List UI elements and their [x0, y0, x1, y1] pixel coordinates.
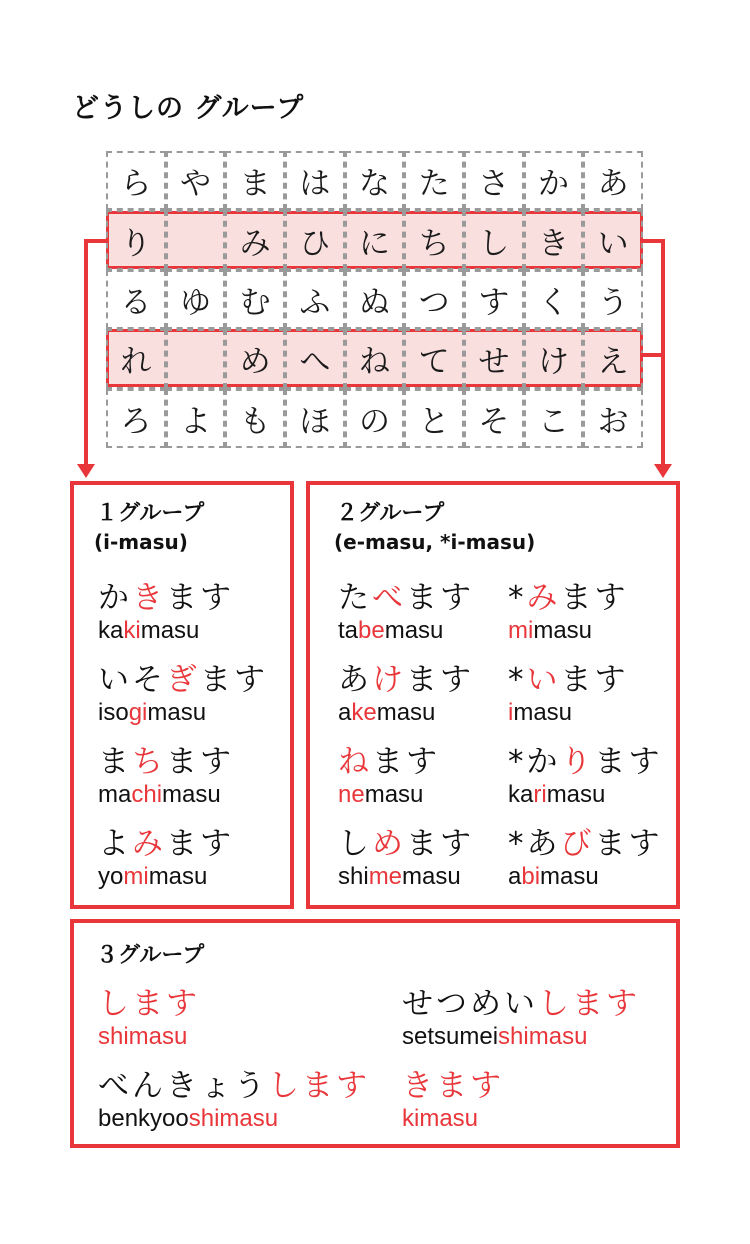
verb-kana — [98, 580, 234, 616]
verb-romaji-part: me — [368, 863, 403, 890]
kana-cell: ひ — [285, 210, 345, 269]
verb-kana — [402, 986, 640, 1022]
kana-cell: す — [464, 270, 524, 329]
kana-grid — [106, 151, 643, 448]
verb-kana-part: ます — [406, 826, 474, 862]
verb-romaji-part: benkyoo — [98, 1105, 189, 1132]
verb-kana-part: よ — [98, 826, 132, 862]
verb-romaji — [338, 616, 474, 646]
verb-entry — [338, 662, 474, 728]
verb-entry — [402, 986, 640, 1052]
verb-romaji — [338, 780, 440, 810]
verb-kana-part: き — [132, 580, 166, 616]
verb-romaji-part: mi — [508, 617, 534, 644]
verb-romaji-part: chi — [131, 781, 163, 808]
verb-kana-part: ます — [166, 826, 234, 862]
verb-kana-part: ます — [406, 580, 474, 616]
verb-entry — [338, 744, 440, 810]
verb-kana-part: します — [98, 986, 200, 1022]
verb-kana-part: た — [338, 580, 372, 616]
verb-kana-part: ます — [560, 580, 629, 616]
verb-romaji-part: masu — [364, 781, 424, 808]
verb-romaji-part: masu — [402, 863, 461, 890]
verb-kana-part: あ — [338, 662, 372, 698]
kana-cell: さ — [464, 151, 524, 210]
kana-cell: か — [524, 151, 584, 210]
kana-cell: て — [404, 329, 464, 388]
page-title: どうしの グループ — [72, 93, 305, 124]
kana-cell: み — [225, 210, 285, 269]
kana-cell — [166, 210, 226, 269]
group2-title: ２グループ — [336, 501, 445, 526]
verb-romaji — [402, 1104, 504, 1134]
verb-romaji-part: ma — [98, 781, 132, 808]
verb-romaji-part: yo — [98, 863, 124, 890]
verb-romaji — [98, 698, 268, 728]
verb-kana-part: り — [560, 744, 595, 780]
kana-cell: ら — [106, 151, 166, 210]
verb-romaji-part: i — [508, 699, 514, 726]
kana-cell: う — [583, 270, 643, 329]
verb-kana-part: *か — [508, 744, 561, 780]
kana-cell: あ — [583, 151, 643, 210]
verb-romaji-part: a — [508, 863, 522, 890]
verb-kana-part: します — [538, 986, 640, 1022]
verb-entry — [98, 662, 268, 728]
verb-kana-part: きます — [402, 1068, 504, 1104]
verb-kana-part: し — [338, 826, 372, 862]
group3-title: ３グループ — [96, 943, 205, 968]
verb-kana — [338, 662, 474, 698]
verb-romaji-part: masu — [147, 699, 207, 726]
kana-cell: ね — [345, 329, 405, 388]
kana-cell: る — [106, 270, 166, 329]
kana-cell: め — [225, 329, 285, 388]
kana-cell — [166, 329, 226, 388]
verb-romaji-part: kimasu — [402, 1105, 479, 1132]
verb-romaji-part: masu — [162, 781, 221, 808]
kana-cell: し — [464, 210, 524, 269]
verb-kana — [98, 986, 200, 1022]
kana-cell: せ — [464, 329, 524, 388]
verb-romaji-part: masu — [513, 699, 573, 726]
verb-entry — [402, 1068, 504, 1134]
verb-kana-part: ます — [166, 580, 234, 616]
verb-kana-part: * — [508, 580, 527, 616]
verb-romaji-part: gi — [128, 699, 148, 726]
verb-romaji-part: masu — [540, 863, 599, 890]
verb-romaji — [508, 862, 663, 892]
verb-romaji-part: bi — [521, 863, 541, 890]
verb-kana — [98, 826, 234, 862]
verb-entry — [98, 744, 234, 810]
group1-title: １グループ — [96, 501, 205, 526]
verb-romaji-part: masu — [148, 863, 208, 890]
verb-romaji-part: masu — [533, 617, 593, 644]
kana-cell: も — [225, 389, 285, 448]
verb-kana-part: ます — [594, 744, 663, 780]
verb-romaji — [508, 616, 629, 646]
arrow-to-group2-icon — [654, 464, 672, 478]
verb-entry — [338, 826, 474, 892]
kana-cell: り — [106, 210, 166, 269]
group1-subtitle: (i-masu) — [94, 530, 188, 554]
kana-cell: れ — [106, 329, 166, 388]
verb-romaji-part: mi — [123, 863, 149, 890]
verb-kana-part: び — [560, 826, 595, 862]
kana-cell: そ — [464, 389, 524, 448]
verb-entry — [508, 662, 629, 728]
verb-kana-part: み — [526, 580, 561, 616]
verb-romaji — [98, 780, 234, 810]
kana-cell: ふ — [285, 270, 345, 329]
kana-cell: く — [524, 270, 584, 329]
verb-entry — [508, 580, 629, 646]
kana-cell: の — [345, 389, 405, 448]
verb-kana-part: ち — [132, 744, 166, 780]
verb-kana-part: み — [132, 826, 166, 862]
verb-entry — [98, 986, 200, 1052]
verb-romaji-part: masu — [546, 781, 606, 808]
verb-romaji — [508, 780, 663, 810]
verb-kana-part: ます — [372, 744, 440, 780]
connector-right-vertical — [661, 239, 665, 467]
kana-cell: に — [345, 210, 405, 269]
kana-cell: へ — [285, 329, 345, 388]
verb-kana-part: か — [98, 580, 132, 616]
verb-kana — [508, 580, 629, 616]
verb-kana-part: ます — [406, 662, 474, 698]
kana-cell: ま — [225, 151, 285, 210]
kana-cell: む — [225, 270, 285, 329]
kana-cell: お — [583, 389, 643, 448]
kana-cell: は — [285, 151, 345, 210]
verb-romaji-part: shimasu — [98, 1023, 188, 1050]
kana-cell: つ — [404, 270, 464, 329]
verb-kana-part: * — [508, 662, 527, 698]
verb-entry — [98, 580, 234, 646]
verb-romaji-part: ta — [338, 617, 359, 644]
verb-entry — [508, 826, 663, 892]
kana-cell: き — [524, 210, 584, 269]
verb-kana-part: い — [526, 662, 561, 698]
verb-kana — [508, 662, 629, 698]
verb-kana-part: め — [372, 826, 406, 862]
verb-entry — [338, 580, 474, 646]
kana-cell: こ — [524, 389, 584, 448]
verb-romaji-part: shi — [338, 863, 369, 890]
verb-kana — [98, 1068, 370, 1104]
kana-cell: ゆ — [166, 270, 226, 329]
group2-subtitle: (e-masu, *i-masu) — [334, 530, 536, 554]
kana-cell: え — [583, 329, 643, 388]
verb-kana-part: *あ — [508, 826, 561, 862]
verb-romaji — [98, 1104, 370, 1134]
verb-romaji-part: be — [358, 617, 385, 644]
kana-cell: ほ — [285, 389, 345, 448]
verb-kana-part: ま — [98, 744, 132, 780]
kana-cell: い — [583, 210, 643, 269]
verb-kana-part: ね — [338, 744, 372, 780]
verb-kana-part: け — [372, 662, 406, 698]
arrow-to-group1-icon — [77, 464, 95, 478]
connector-i-row-vertical — [84, 239, 88, 467]
verb-romaji-part: ri — [533, 781, 547, 808]
verb-kana-part: ます — [166, 744, 234, 780]
verb-romaji-part: masu — [140, 617, 200, 644]
verb-kana-part: べんきょう — [98, 1068, 268, 1104]
kana-cell: ち — [404, 210, 464, 269]
verb-entry — [508, 744, 663, 810]
kana-cell: と — [404, 389, 464, 448]
verb-romaji — [338, 862, 474, 892]
verb-kana-part: ます — [200, 662, 268, 698]
verb-romaji-part: ne — [338, 781, 365, 808]
kana-cell: よ — [166, 389, 226, 448]
kana-cell: た — [404, 151, 464, 210]
verb-kana-part: ます — [560, 662, 629, 698]
verb-kana — [338, 826, 474, 862]
verb-romaji-part: ki — [123, 617, 141, 644]
verb-kana — [338, 744, 440, 780]
verb-romaji-part: ka — [98, 617, 124, 644]
verb-kana — [338, 580, 474, 616]
kana-cell: な — [345, 151, 405, 210]
kana-cell: け — [524, 329, 584, 388]
verb-romaji — [508, 698, 629, 728]
verb-romaji — [338, 698, 474, 728]
verb-kana — [508, 826, 663, 862]
verb-entry — [98, 1068, 370, 1134]
verb-romaji-part: shimasu — [188, 1105, 279, 1132]
verb-romaji-part: setsumei — [402, 1023, 499, 1050]
verb-kana — [402, 1068, 504, 1104]
verb-romaji-part: ke — [351, 699, 377, 726]
kana-cell: や — [166, 151, 226, 210]
verb-kana — [508, 744, 663, 780]
verb-kana — [98, 744, 234, 780]
verb-romaji-part: masu — [376, 699, 436, 726]
verb-kana-part: べ — [372, 580, 406, 616]
verb-romaji-part: iso — [98, 699, 129, 726]
verb-romaji-part: shimasu — [498, 1023, 588, 1050]
verb-entry — [98, 826, 234, 892]
verb-kana-part: ます — [594, 826, 663, 862]
verb-romaji-part: ka — [508, 781, 534, 808]
verb-kana-part: します — [268, 1068, 370, 1104]
verb-kana-part: いそ — [98, 662, 166, 698]
verb-romaji-part: masu — [384, 617, 444, 644]
kana-cell: ぬ — [345, 270, 405, 329]
verb-romaji — [98, 1022, 200, 1052]
verb-kana — [98, 662, 268, 698]
verb-kana-part: せつめい — [402, 986, 538, 1022]
verb-romaji — [98, 616, 234, 646]
verb-romaji-part: a — [338, 699, 352, 726]
verb-kana-part: ぎ — [166, 662, 200, 698]
kana-cell: ろ — [106, 389, 166, 448]
verb-romaji — [98, 862, 234, 892]
verb-romaji — [402, 1022, 640, 1052]
